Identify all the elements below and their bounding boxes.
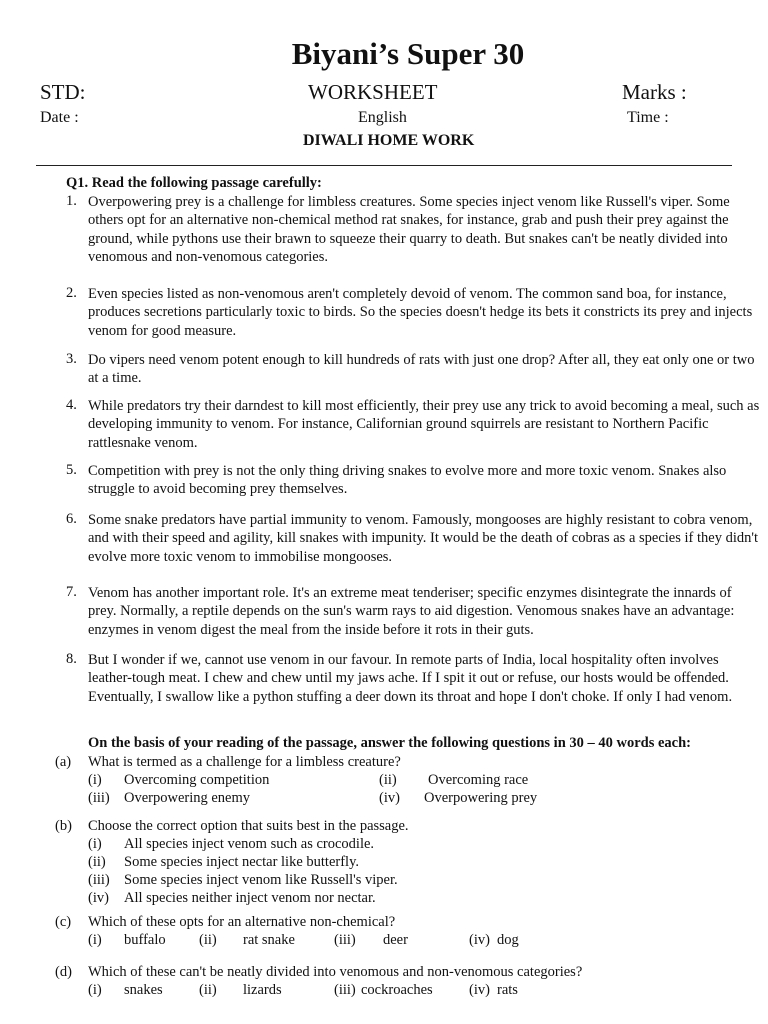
option-number: (iv) (469, 932, 490, 948)
option-text: Some species inject nectar like butterfly. (124, 854, 360, 870)
option-number: (i) (88, 836, 102, 852)
option-text: All species neither inject venom nor nectar. (124, 890, 376, 906)
worksheet-title: Biyani’s Super 30 (291, 36, 525, 71)
question-text: Choose the correct option that suits best in the passage. (88, 818, 409, 834)
option-number: (ii) (379, 772, 397, 788)
option-text: dog (497, 932, 519, 948)
paragraph-number: 7. (66, 584, 77, 600)
option-number: (iv) (379, 790, 400, 806)
paragraph-number: 8. (66, 651, 77, 667)
paragraph-number: 1. (66, 193, 77, 209)
paragraph-number: 4. (66, 397, 77, 413)
option-text: Overpowering prey (424, 790, 538, 806)
question-text: What is termed as a challenge for a limbless creature? (88, 754, 401, 770)
option-text: rats (497, 982, 518, 998)
option-text: deer (383, 932, 408, 948)
option-text: Some species inject venom like Russell's viper. (124, 872, 398, 888)
passage-paragraph: Even species listed as non-venomous aren't completely devoid of venom. The common sand boa, for instance, produces secretions particularly toxic to birds. So the species doesn't hedge its bets it constricts its prey and injects venom for good measure. (88, 286, 753, 339)
option-text: lizards (243, 982, 282, 998)
subject-label: English (358, 109, 407, 126)
answer-instruction: On the basis of your reading of the passage, answer the following questions in 30 – 40 words each: (88, 735, 692, 751)
std-label: STD: (40, 80, 86, 104)
option-text: Overcoming competition (124, 772, 270, 788)
option-text: Overcoming race (428, 772, 529, 788)
option-number: (iv) (88, 890, 109, 906)
option-text: Overpowering enemy (124, 790, 251, 806)
question-text: Which of these can't be neatly divided into venomous and non-venomous categories? (88, 964, 583, 980)
option-text: cockroaches (361, 982, 433, 998)
question-text: Which of these opts for an alternative non-chemical? (88, 914, 396, 930)
passage-paragraph: Some snake predators have partial immunity to venom. Famously, mongooses are highly resistant to cobra venom, and with their speed and agility, kill snakes with impunity. It would be the death of cobras as a species if they didn't evolve more toxic venom to immobilise mongooses. (88, 512, 758, 565)
option-number: (ii) (199, 932, 217, 948)
option-number: (iii) (88, 872, 110, 888)
paragraph-number: 6. (66, 511, 77, 527)
time-label: Time : (627, 109, 669, 126)
option-text: All species inject venom such as crocodile. (124, 836, 375, 852)
option-text: rat snake (243, 932, 295, 948)
option-number: (i) (88, 932, 102, 948)
option-text: snakes (124, 982, 163, 998)
homework-heading: DIWALI HOME WORK (303, 132, 475, 149)
worksheet-label: WORKSHEET (308, 80, 438, 104)
passage-paragraph: Competition with prey is not the only thing driving snakes to evolve more and more toxic venom. Snakes also struggle to avoid becoming prey themselves. (88, 463, 727, 498)
option-number: (iii) (88, 790, 110, 806)
q1-heading: Q1. Read the following passage carefully: (66, 175, 322, 191)
date-label: Date : (40, 109, 79, 126)
option-text: buffalo (124, 932, 166, 948)
option-number: (ii) (88, 854, 106, 870)
option-number: (iii) (334, 932, 356, 948)
option-number: (iv) (469, 982, 490, 998)
passage-paragraph: Venom has another important role. It's an extreme meat tenderiser; specific enzymes disintegrate the innards of prey. Normally, a reptile depends on the sun's warm rays to aid digestion. Venomous snakes have an advantage: enzymes in venom digest the meal from the inside before it rots in their guts. (88, 585, 735, 638)
passage-paragraph: Do vipers need venom potent enough to kill hundreds of rats with just one drop? After all, they eat only one or two at a time. (88, 352, 755, 387)
option-number: (iii) (334, 982, 356, 998)
paragraph-number: 2. (66, 285, 77, 301)
passage-paragraph: While predators try their darndest to kill most efficiently, their prey use any trick to avoid becoming a meal, such as developing immunity to venom. For instance, Californian ground squirrels are resistant to Northern Pacific rattlesnake venom. (88, 398, 760, 451)
option-number: (i) (88, 772, 102, 788)
question-label: (b) (55, 818, 72, 834)
paragraph-number: 5. (66, 462, 77, 478)
header-divider (36, 165, 732, 166)
question-label: (a) (55, 754, 72, 770)
option-number: (i) (88, 982, 102, 998)
option-number: (ii) (199, 982, 217, 998)
passage-paragraph: Overpowering prey is a challenge for limbless creatures. Some species inject venom like Russell's viper. Some others opt for an alternative non-chemical method rat snakes, for instance, grab and push their prey against the ground, while pythons use their brawn to squeeze their quarry to death. But snakes can't be neatly divided into venomous and non-venomous categories. (88, 194, 730, 265)
passage-paragraph: But I wonder if we, cannot use venom in our favour. In remote parts of India, local hospitality often involves leather-tough meat. I chew and chew until my jaws ache. If I spit it out or refuse, our hosts would be offended. Eventually, I swallow like a python stuffing a deer down its throat and hope I don't choke. If only I had venom. (88, 652, 733, 705)
question-label: (c) (55, 914, 72, 930)
marks-label: Marks : (622, 80, 687, 104)
paragraph-number: 3. (66, 351, 77, 367)
question-label: (d) (55, 964, 72, 980)
